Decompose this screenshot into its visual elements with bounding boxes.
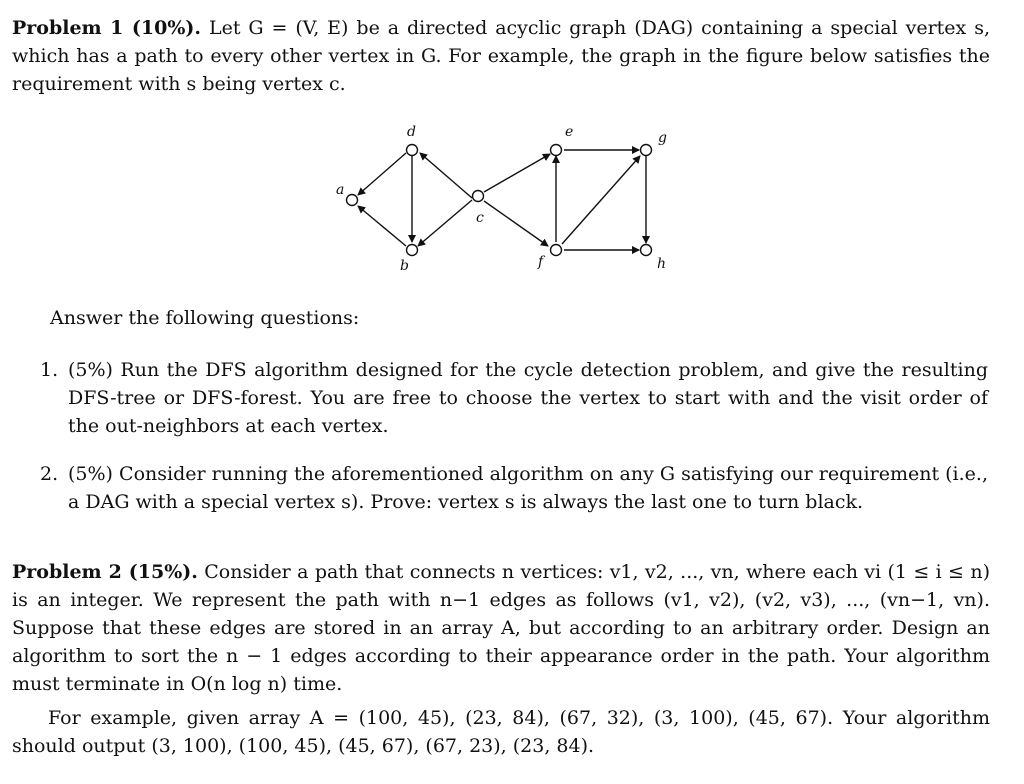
edge-c-d [420, 153, 472, 198]
problem-2-heading: Problem 2 (15%). [12, 561, 198, 583]
vertex-b [407, 245, 418, 256]
edge-c-b [418, 200, 472, 246]
vertex-label-c: c [476, 210, 484, 226]
problem-1-intro: Let G = (V, E) be a directed acyclic graph (DAG) containing a special vertex s, which has a path to every other vertex in G. For example, the graph in the figure below satisfies the requirement with s being vertex c. [12, 17, 990, 95]
problem-2-example: For example, given array A = (100, 45), (23, 84), (67, 32), (3, 100), (45, 67). Your algorithm should output (3, 100), (100, 45), (45, 67), (67, 23), (23, 84). [12, 707, 990, 757]
question-text: (5%) Run the DFS algorithm designed for the cycle detection problem, and give the resulting DFS-tree or DFS-forest. You are free to choose the vertex to start with and the visit order of the out-neighbors at each vertex. [68, 359, 988, 437]
vertex-e [551, 145, 562, 156]
vertex-label-f: f [538, 254, 544, 270]
vertex-label-e: e [565, 124, 574, 140]
dag-figure [320, 118, 700, 288]
question-text: (5%) Consider running the aforementioned algorithm on any G satisfying our requirement (i.e., a DAG with a special vertex s). Prove: vertex s is always the last one to turn black. [68, 463, 988, 513]
vertex-label-h: h [657, 256, 667, 272]
edge-c-e [484, 154, 550, 192]
vertex-h [641, 245, 652, 256]
question-number: 2. [40, 463, 59, 485]
edge-b-a [358, 206, 406, 246]
vertex-d [407, 145, 418, 156]
problem-1 [12, 14, 990, 98]
vertex-label-a: a [336, 182, 345, 198]
vertex-label-d: d [407, 124, 416, 140]
problem-1-heading: Problem 1 (10%). [12, 17, 202, 39]
edge-c-f [484, 201, 548, 246]
edge-d-a [358, 153, 406, 195]
vertex-g [641, 145, 652, 156]
edge-f-g [562, 156, 640, 244]
vertex-label-g: g [658, 130, 667, 146]
problem-2 [12, 558, 990, 698]
vertex-f [551, 245, 562, 256]
vertex-a [347, 195, 358, 206]
problem-2-text: Consider a path that connects n vertices: v1, v2, ..., vn, where each vi (1 ≤ i ≤ n) is an integer. We represent the path with n−1 edges as follows (v1, v2), (v2, v3), ..., (vn−1, vn). Suppose that these edges are stored in an array A, but according to an arbitrary order. Design an algorithm to sort the n − 1 edges according to their appearance order in the path. Your algorithm must terminate in O(n log n) time. [12, 561, 990, 695]
vertex-label-b: b [400, 258, 409, 274]
answer-prompt: Answer the following questions: [50, 307, 360, 329]
vertex-c [473, 191, 484, 202]
question-number: 1. [40, 359, 59, 381]
